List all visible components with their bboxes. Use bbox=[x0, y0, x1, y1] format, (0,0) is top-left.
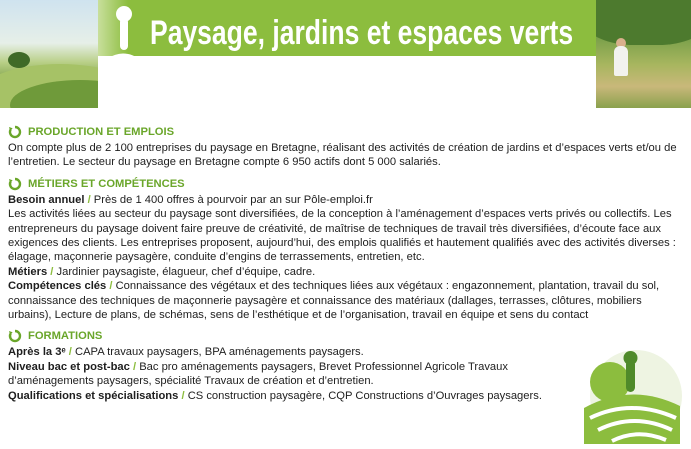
niveau-label: Niveau bac et post-bac bbox=[8, 360, 130, 373]
besoin-label: Besoin annuel bbox=[8, 193, 85, 206]
competences-line bbox=[8, 279, 688, 322]
separator: / bbox=[132, 360, 140, 373]
section-title-formations: FORMATIONS bbox=[28, 330, 103, 343]
circular-arrow-icon bbox=[8, 177, 22, 191]
circular-arrow-icon bbox=[8, 125, 22, 139]
tree-logo-icon bbox=[106, 4, 140, 64]
landscape-logo bbox=[576, 348, 686, 444]
apres3-label: Après la 3ᵉ bbox=[8, 346, 66, 359]
separator: / bbox=[181, 389, 188, 402]
section-heading bbox=[8, 124, 688, 140]
competences-text: Connaissance des végétaux et des techniques liées aux végétaux : engazonnement, plantation, travail du sol, connaissance des techniques de maçonnerie paysagère et connaissance des matériaux (dallages, terrasses, clôtures, mobiliers urbains), Lecture de plans, de schémas, sens de l’esthétique et de l’organisation, travail en équipe et sens du contact bbox=[8, 280, 660, 322]
separator: / bbox=[68, 346, 76, 359]
metiers-label: Métiers bbox=[8, 265, 48, 278]
separator: / bbox=[87, 193, 94, 206]
besoin-text: Près de 1 400 offres à pourvoir par an sur Pôle-emploi.fr bbox=[93, 193, 373, 206]
production-text: On compte plus de 2 100 entreprises du paysage en Bretagne, réalisant des activités de création de jardins et d’espaces verts et/ou de l’entretien. Le secteur du paysage en Bretagne compte 6 950 actifs dont 5 000 salariés. bbox=[8, 142, 677, 169]
circular-arrow-icon bbox=[8, 329, 22, 343]
banner-white-band bbox=[98, 56, 596, 108]
niveau-line bbox=[8, 360, 568, 389]
section-metiers bbox=[8, 176, 688, 323]
apres3-text: CAPA travaux paysagers, BPA aménagements paysagers. bbox=[75, 346, 364, 359]
section-production bbox=[8, 124, 688, 170]
metiers-paragraph: Les activités liées au secteur du paysage sont diversifiées, de la conception à l’aménagement d’espaces verts privés ou collectifs. Les entrepreneurs du paysage doivent faire preuve de créativité, de maîtrise de techniques de travail très diversifiées, d’écoute face aux exigences des clients. Les entreprises proposent, aujourd’hui, des emplois qualifiés et hautement qualifiés avec des activités diverses : élagage, maçonnerie paysagère, conduite d’engins de terrassements, entretien, etc. bbox=[8, 208, 676, 264]
qualif-text: CS construction paysagère, CQP Constructions d’Ouvrages paysagers. bbox=[187, 389, 542, 402]
niveau-text: Bac pro aménagements paysagers, Brevet Professionnel Agricole Travaux d’aménagements paysagers, spécialité Travaux de création et d’entretien. bbox=[8, 360, 508, 388]
competences-label: Compétences clés bbox=[8, 280, 107, 293]
header-banner bbox=[0, 0, 691, 108]
besoin-line bbox=[8, 193, 688, 207]
section-heading bbox=[8, 328, 688, 344]
gardener-photo bbox=[596, 0, 691, 108]
section-title-production: PRODUCTION ET EMPLOIS bbox=[28, 125, 175, 138]
separator: / bbox=[50, 265, 57, 278]
countryside-photo bbox=[0, 0, 98, 108]
page-title: Paysage, jardins et espaces verts bbox=[150, 14, 574, 52]
separator: / bbox=[109, 280, 116, 293]
section-title-metiers: MÉTIERS ET COMPÉTENCES bbox=[28, 177, 185, 190]
section-heading bbox=[8, 176, 688, 192]
metiers-line bbox=[8, 265, 688, 279]
qualif-label: Qualifications et spécialisations bbox=[8, 389, 179, 402]
metiers-text: Jardinier paysagiste, élagueur, chef d’équipe, cadre. bbox=[56, 265, 316, 278]
